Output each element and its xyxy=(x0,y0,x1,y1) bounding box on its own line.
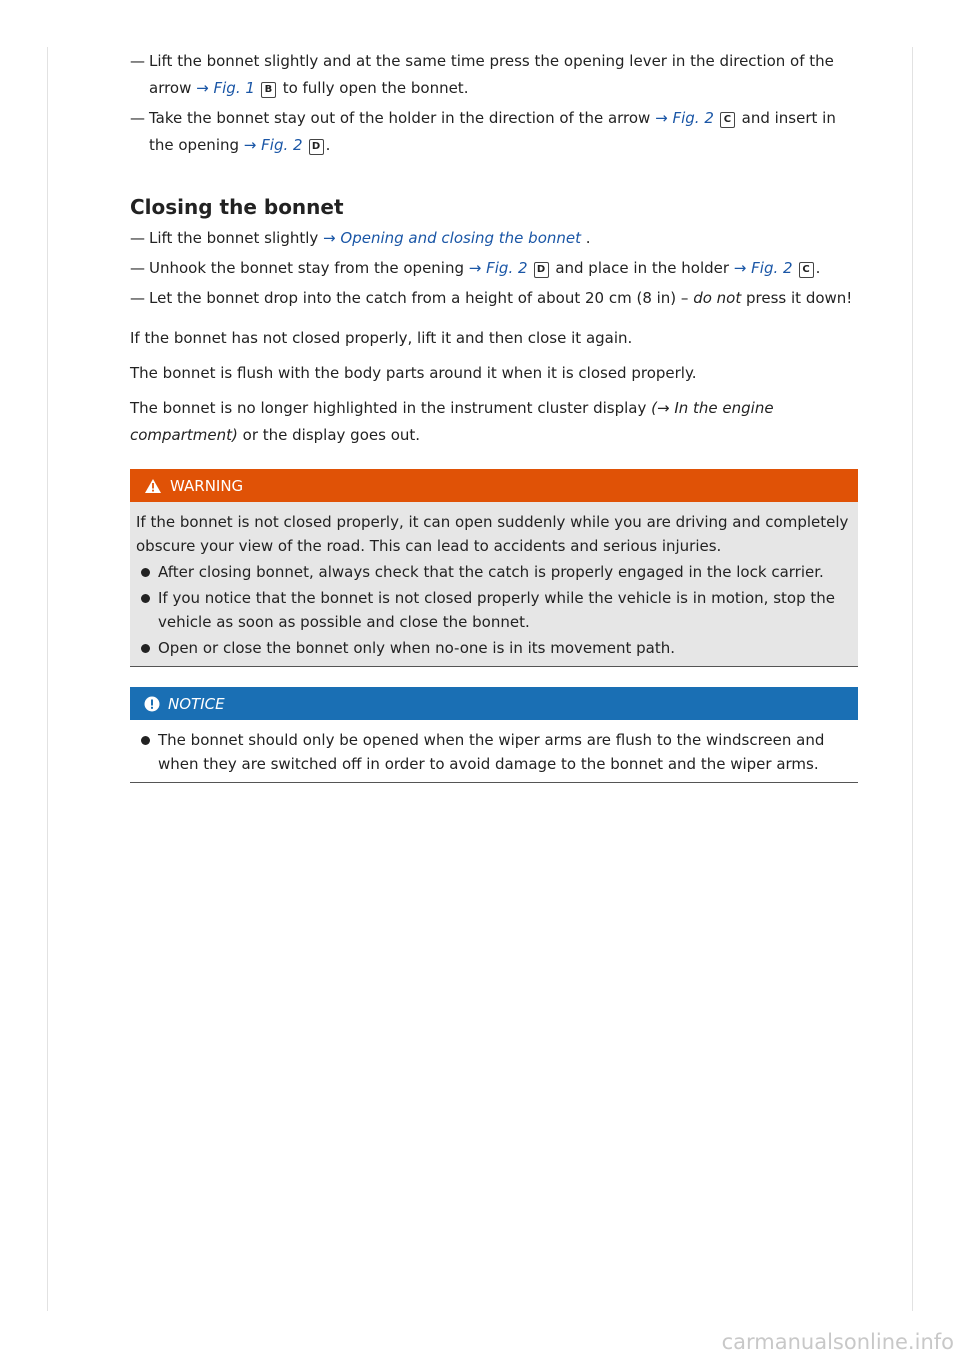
notice-title: NOTICE xyxy=(168,694,225,713)
arrow-icon: → xyxy=(196,79,209,97)
emphasis-do-not: do not xyxy=(693,289,742,307)
warning-title: WARNING xyxy=(170,476,244,495)
fig-2-link[interactable]: Fig. 2 xyxy=(486,259,528,277)
arrow-icon: → xyxy=(243,136,257,154)
key-b-label: B xyxy=(261,82,276,98)
fig-2-link[interactable]: Fig. 2 xyxy=(751,259,793,277)
page-content xyxy=(130,48,858,783)
step-drop-bonnet: — Let the bonnet drop into the catch from a height of about 20 cm (8 in) – do not press it down! xyxy=(130,285,858,312)
key-c-label: C xyxy=(799,262,814,278)
fig-2-link[interactable]: Fig. 2 xyxy=(261,136,303,154)
step-dash: — xyxy=(130,259,145,277)
fig-2-link[interactable]: Fig. 2 xyxy=(672,109,714,127)
engine-compartment-link[interactable]: (→ In the engine compartment) xyxy=(130,399,774,444)
key-d-label: D xyxy=(309,139,324,155)
notice-body xyxy=(130,720,858,783)
arrow-icon: → xyxy=(468,259,482,277)
warning-body xyxy=(130,502,858,667)
step-dash: — xyxy=(130,109,145,127)
bullet-dot xyxy=(141,736,150,745)
bullet-dot xyxy=(141,594,150,603)
page-border-left xyxy=(47,47,48,1311)
list-item: The bonnet should only be opened when the wiper arms are flush to the windscreen and when they are switched off in order to avoid damage to the bonnet and the wiper arms. xyxy=(136,728,852,776)
arrow-icon: → xyxy=(323,229,336,247)
step-lift-bonnet: — Lift the bonnet slightly → Opening and closing the bonnet . xyxy=(130,225,858,252)
list-item: After closing bonnet, always check that the catch is properly engaged in the lock carrier. xyxy=(136,560,852,584)
warning-header xyxy=(130,469,858,502)
notice-header xyxy=(130,687,858,720)
step-dash: — xyxy=(130,229,145,247)
warning-box xyxy=(130,469,858,667)
key-c-label: C xyxy=(720,112,735,128)
list-item: Open or close the bonnet only when no-one is in its movement path. xyxy=(136,636,852,660)
exclamation-circle-icon xyxy=(144,696,160,712)
fig-1-link[interactable]: Fig. 1 xyxy=(213,79,255,97)
opening-closing-link[interactable]: Opening and closing the bonnet xyxy=(340,229,581,247)
arrow-icon: → xyxy=(655,109,668,127)
page-border-right xyxy=(912,47,913,1311)
step-bonnet-stay: — Take the bonnet stay out of the holder in the direction of the arrow → Fig. 2 C and insert in the opening → Fig. 2 D . xyxy=(130,105,858,159)
step-dash: — xyxy=(130,289,145,307)
arrow-icon: → xyxy=(733,259,747,277)
bullet-dot xyxy=(141,568,150,577)
warning-triangle-icon xyxy=(144,478,162,494)
warning-intro: If the bonnet is not closed properly, it can open suddenly while you are driving and completely obscure your view of the road. This can lead to accidents and serious injuries. xyxy=(136,513,849,555)
paragraph-instrument-cluster: The bonnet is no longer highlighted in the instrument cluster display (→ In the engine compartment) or the display goes out. xyxy=(130,399,774,444)
paragraph-flush: The bonnet is flush with the body parts around it when it is closed properly. xyxy=(130,364,697,382)
paragraph-not-closed: If the bonnet has not closed properly, lift it and then close it again. xyxy=(130,329,633,347)
notice-box xyxy=(130,687,858,783)
step-open-lever: — Lift the bonnet slightly and at the same time press the opening lever in the direction of the arrow → Fig. 1 B to fully open the bonnet. xyxy=(130,48,858,102)
watermark: carmanualsonline.info xyxy=(721,1330,954,1354)
key-d-label: D xyxy=(534,262,549,278)
list-item: If you notice that the bonnet is not closed properly while the vehicle is in motion, stop the vehicle as soon as possible and close the bonnet. xyxy=(136,586,852,634)
step-unhook-stay: — Unhook the bonnet stay from the opening → Fig. 2 D and place in the holder → Fig. 2 C . xyxy=(130,255,858,282)
step-dash: — xyxy=(130,52,145,70)
section-heading-closing: Closing the bonnet xyxy=(130,195,344,219)
bullet-dot xyxy=(141,644,150,653)
